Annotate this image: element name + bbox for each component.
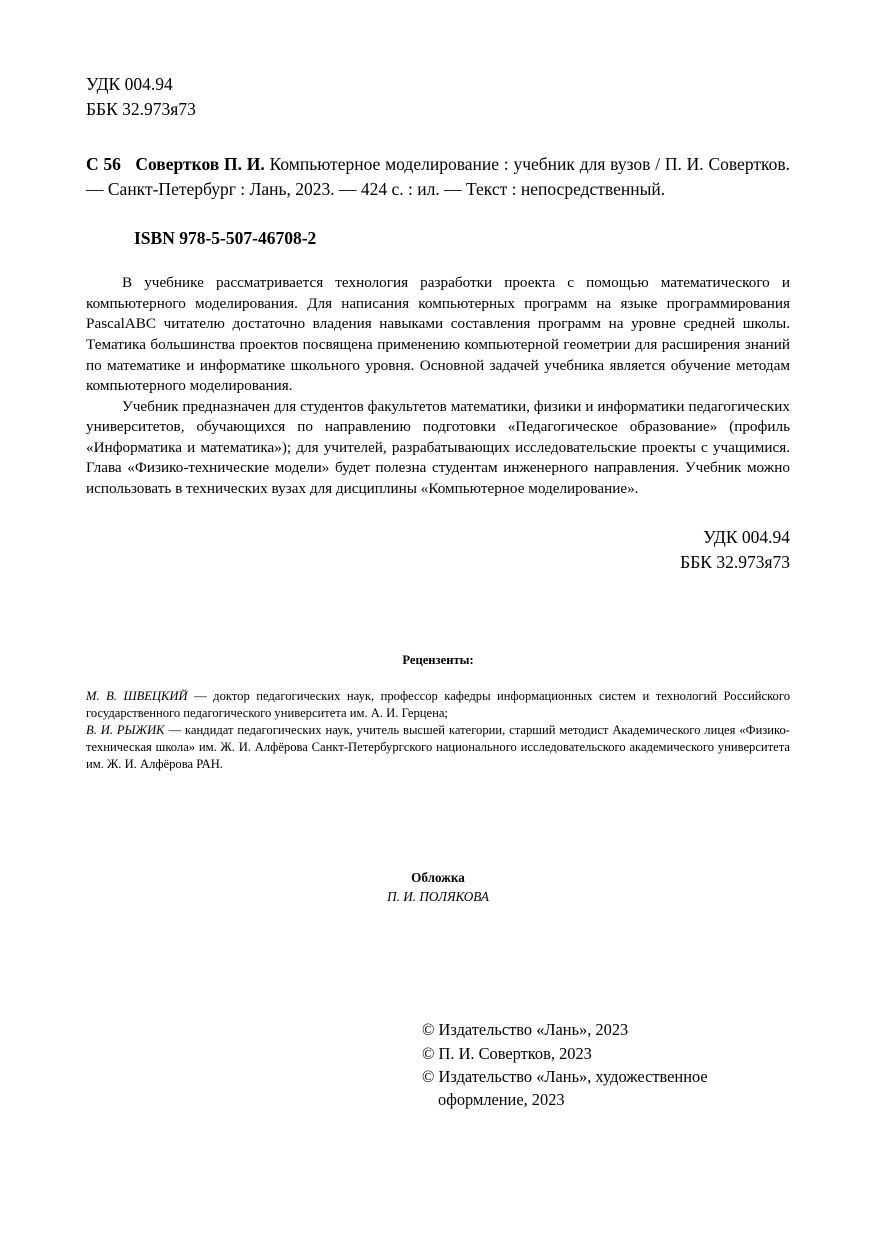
shelf-code: С 56 — [86, 153, 121, 174]
copyright-notices — [86, 1018, 790, 1111]
citation-text: Компьютерное моделирование : учебник для вузов / П. И. Совертков. — Санкт-Петербург : Лань, 2023. — 424 с. : ил. — Текст : непосредственный. — [86, 153, 790, 200]
bbk-code-bottom: ББК 32.973я73 — [680, 551, 790, 572]
cover-label: Обложка — [411, 870, 465, 886]
cover-designer: П. И. ПОЛЯКОВА — [387, 888, 489, 904]
copyright-line-4: оформление, 2023 — [438, 1090, 565, 1110]
reviewer-description: — кандидат педагогических наук, учитель высшей категории, старший методист Академического лицея «Физико-техническая школа» им. Ж. И. Алфёрова Санкт-Петербургского национального исследовательского академического университета им. Ж. И. Алфёрова РАН. — [86, 723, 790, 772]
bbk-code-top: ББК 32.973я73 — [86, 98, 196, 119]
author-name: Совертков П. И. — [135, 153, 265, 174]
reviewer-name: В. И. РЫЖИК — [86, 723, 165, 738]
reviewer-description: — доктор педагогических наук, профессор кафедры информационных систем и технологий Российского государственного педагогического университета им. А. И. Герцена; — [86, 688, 790, 720]
copyright-line-1: © Издательство «Лань», 2023 — [422, 1020, 629, 1040]
reviewers-heading: Рецензенты: — [402, 652, 474, 667]
udk-block-top — [86, 72, 790, 122]
reviewer-item — [86, 722, 790, 773]
udk-code-top: УДК 004.94 — [86, 74, 173, 94]
reviewer-item — [86, 688, 790, 722]
udk-code-bottom: УДК 004.94 — [703, 527, 790, 548]
udk-block-bottom — [86, 525, 790, 575]
reviewers-list — [86, 688, 790, 774]
cover-credit — [86, 869, 790, 906]
annotation-paragraph-2: Учебник предназначен для студентов факультетов математики, физики и информатики педагогических университетов, обучающихся по направлению подготовки «Педагогическое образование» (профиль «Информатика и математика»); для учителей, разрабатывающих исследовательские проекты с учащимися. Глава «Физико-технические модели» будет полезна студентам инженерного направления. Учебник можно использовать в технических вузах для дисциплины «Компьютерное моделирование». — [86, 397, 790, 497]
copyright-line-2: © П. И. Совертков, 2023 — [422, 1043, 592, 1063]
annotation — [86, 273, 790, 499]
reviewer-name: М. В. ШВЕЦКИЙ — [86, 688, 188, 703]
annotation-paragraph-1: В учебнике рассматривается технология разработки проекта с помощью математического и компьютерного моделирования. Для написания компьютерных программ на языке программирования PascalABC читателю достаточно владения навыками составления программ на уровне средней школы. Тематика большинства проектов посвящена применению компьютерной геометрии для расширения знаний по математике и информатике школьного уровня. Основной задачей учебника является обучение методам компьютерного моделирования. — [86, 274, 790, 395]
bibliographic-record — [86, 152, 790, 203]
copyright-line-3: © Издательство «Лань», художественное — [422, 1066, 708, 1086]
isbn: ISBN 978-5-507-46708-2 — [134, 228, 317, 249]
